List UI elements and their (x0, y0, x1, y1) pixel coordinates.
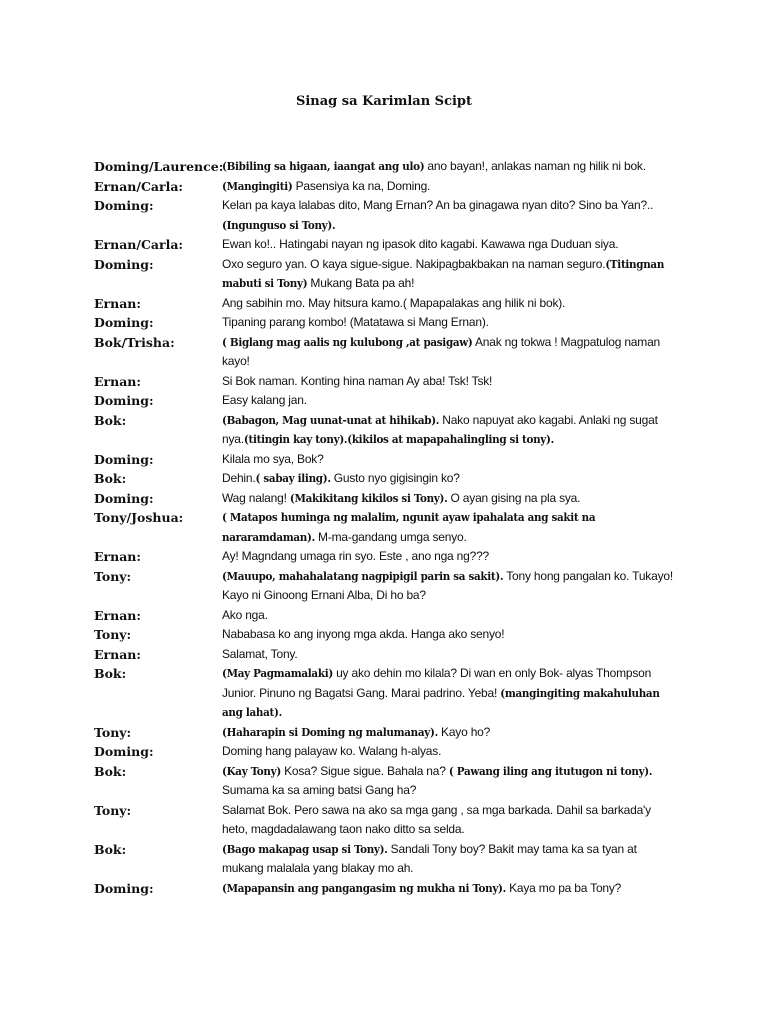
speaker-name: Doming: (94, 198, 154, 213)
speaker-name: Bok: (94, 666, 127, 681)
spoken-line: Kelan pa kaya lalabas dito, Mang Ernan? An ba ginagawa nyan dito? Sino ba Yan?.. (222, 198, 654, 212)
stage-direction: (Titingnan mabuti si Tony) (222, 256, 665, 290)
spoken-line: Mukang Bata pa ah! (307, 276, 415, 290)
stage-direction: (Mauupo, mahahalatang nagpipigil parin sa sakit). (222, 568, 504, 583)
dialogue-text (222, 762, 674, 801)
dialogue-row (0, 157, 768, 177)
spoken-line: Gusto nyo gigisingin ko? (330, 471, 460, 485)
dialogue-row (0, 294, 768, 314)
spoken-line: Si Bok naman. Konting hina naman Ay aba! Tsk! Tsk! (222, 373, 493, 388)
speaker-name: Doming: (94, 744, 154, 759)
stage-direction: (Ingunguso si Tony). (222, 217, 336, 232)
dialogue-text (222, 196, 674, 235)
dialogue-text (222, 372, 674, 392)
speaker-name: Tony: (94, 724, 132, 740)
speaker-name: Tony: (94, 568, 132, 584)
stage-direction: (Kay Tony) (222, 763, 281, 778)
dialogue-row (0, 508, 768, 547)
dialogue-text (222, 450, 674, 470)
dialogue-text (222, 606, 674, 626)
spoken-line: Oxo seguro yan. O kaya sigue-sigue. Nakipagbakbakan na naman seguro. (222, 256, 606, 271)
stage-direction: (titingin kay tony).(kikilos at mapapahalingling si tony). (243, 432, 554, 446)
dialogue-text (222, 508, 674, 547)
speaker-name: Doming: (94, 451, 154, 467)
spoken-line: Kosa? Sigue sigue. Bahala na? (280, 763, 449, 778)
stage-direction: (Babagon, Mag uunat-unat at hihikab). (222, 412, 440, 427)
spoken-line: Kilala mo sya, Bok? (222, 451, 324, 466)
speaker-name: Doming: (94, 490, 154, 506)
spoken-line: Nababasa ko ang inyong mga akda. Hanga ako senyo! (222, 627, 505, 641)
spoken-line: Kayo ho? (437, 724, 491, 739)
spoken-line: Salamat Bok. Pero sawa na ako sa mga gang , sa mga barkada. Dahil sa barkada'y heto, magdadalawang taon nako ditto sa selda. (222, 802, 651, 836)
dialogue-text (222, 313, 674, 333)
stage-direction: (Bago makapag usap si Tony). (222, 841, 388, 856)
spoken-line: Pasensiya ka na, Doming. (292, 178, 431, 193)
dialogue-text (222, 625, 674, 645)
spoken-line: Nako napuyat ako kagabi. Anlaki ng sugat nya. (222, 412, 658, 446)
stage-direction: ( Pawang iling ang itutugon ni tony). (448, 763, 653, 778)
speaker-name: Ernan/Carla: (94, 237, 184, 252)
stage-direction: (Haharapin si Doming ng malumanay). (222, 724, 438, 739)
dialogue-row (0, 391, 768, 411)
dialogue-row (0, 840, 768, 879)
dialogue-row (0, 411, 768, 450)
dialogue-text (222, 157, 674, 177)
dialogue-row (0, 723, 768, 743)
speaker-name: Ernan: (94, 549, 142, 564)
dialogue-text (222, 411, 674, 450)
dialogue-row (0, 177, 768, 197)
speaker-name: Doming: (94, 393, 154, 408)
stage-direction: ( sabay iling). (255, 471, 331, 485)
speaker-name: Bok/Trisha: (94, 334, 175, 350)
spoken-line: Kaya mo pa ba Tony? (505, 880, 622, 895)
spoken-line: uy ako dehin mo kilala? Di wan en only Bok- alyas Thompson Junior. Pinuno ng Bagatsi Gang. Marai padrino. Yeba! (222, 666, 652, 700)
dialogue-text (222, 255, 674, 294)
spoken-line: M-ma-gandang umga senyo. (314, 529, 467, 544)
spoken-line: Easy kalang jan. (222, 393, 307, 407)
speaker-name: Bok: (94, 412, 127, 428)
dialogue-row (0, 372, 768, 392)
dialogue-text (222, 723, 674, 743)
spoken-line: Anak ng tokwa ! Magpatulog naman kayo! (222, 334, 661, 368)
speaker-name: Doming: (94, 880, 154, 896)
dialogue-row (0, 450, 768, 470)
document-title: Sinag sa Karimlan Scipt (295, 94, 473, 109)
stage-direction: (mangingiting makahuluhan ang lahat). (222, 685, 660, 719)
spoken-line: Doming hang palayaw ko. Walang h-alyas. (222, 744, 442, 758)
spoken-line: Tipaning parang kombo! (Matatawa si Mang Ernan). (222, 315, 489, 329)
spoken-line: Tony hong pangalan ko. Tukayo! Kayo ni Ginoong Ernani Alba, Di ho ba? (222, 568, 673, 602)
stage-direction: ( Matapos huminga ng malalim, ngunit ayaw ipahalata ang sakit na nararamdaman). (222, 510, 596, 544)
dialogue-row (0, 742, 768, 762)
stage-direction: ( Biglang mag aalis ng kulubong ,at pasigaw) (222, 334, 473, 349)
script-lines (0, 157, 768, 898)
dialogue-row (0, 567, 768, 606)
stage-direction: (May Pagmamalaki) (222, 666, 333, 680)
dialogue-row (0, 547, 768, 567)
dialogue-text (222, 879, 674, 899)
dialogue-text (222, 333, 674, 372)
speaker-name: Ernan: (94, 295, 142, 311)
dialogue-text (222, 294, 674, 314)
speaker-name: Ernan/Carla: (94, 178, 184, 194)
stage-direction: (Mapapansin ang pangangasim ng mukha ni Tony). (222, 880, 506, 895)
dialogue-text (222, 645, 674, 665)
dialogue-text (222, 567, 674, 606)
spoken-line: Sumama ka sa aming batsi Gang ha? (222, 783, 417, 797)
speaker-name: Bok: (94, 763, 127, 779)
dialogue-text (222, 235, 674, 255)
spoken-line: Wag nalang! (222, 490, 290, 505)
dialogue-row (0, 664, 768, 723)
speaker-name: Ernan: (94, 373, 142, 389)
speaker-name: Ernan: (94, 646, 142, 662)
dialogue-text (222, 391, 674, 411)
speaker-name: Bok: (94, 471, 127, 486)
dialogue-text (222, 801, 674, 840)
dialogue-text (222, 664, 674, 723)
dialogue-row (0, 625, 768, 645)
dialogue-text (222, 489, 674, 509)
dialogue-row (0, 762, 768, 801)
spoken-line: Sandali Tony boy? Bakit may tama ka sa tyan at mukang malalala yang blakay mo ah. (222, 841, 637, 875)
dialogue-row (0, 313, 768, 333)
spoken-line: Ako nga. (222, 607, 268, 622)
dialogue-text (222, 742, 674, 762)
dialogue-row (0, 196, 768, 235)
speaker-name: Tony: (94, 627, 132, 642)
speaker-name: Doming: (94, 256, 154, 272)
dialogue-row (0, 489, 768, 509)
stage-direction: (Bibiling sa higaan, iaangat ang ulo) (222, 159, 425, 173)
dialogue-row (0, 255, 768, 294)
spoken-line: Salamat, Tony. (222, 646, 298, 661)
dialogue-text (222, 840, 674, 879)
speaker-name: Tony: (94, 802, 132, 818)
speaker-name: Doming: (94, 315, 154, 330)
dialogue-row (0, 469, 768, 489)
spoken-line: O ayan gising na pla sya. (447, 490, 581, 505)
spoken-line: ano bayan!, anlakas naman ng hilik ni bok. (424, 159, 646, 173)
dialogue-row (0, 879, 768, 899)
dialogue-row (0, 606, 768, 626)
dialogue-text (222, 547, 674, 567)
dialogue-row (0, 801, 768, 840)
dialogue-row (0, 333, 768, 372)
dialogue-row (0, 235, 768, 255)
stage-direction: (Makikitang kikilos si Tony). (289, 490, 448, 505)
dialogue-text (222, 469, 674, 489)
spoken-line: Ay! Magndang umaga rin syo. Este , ano nga ng??? (222, 549, 490, 563)
speaker-name: Tony/Joshua: (94, 510, 184, 525)
spoken-line: Dehin. (222, 471, 256, 485)
speaker-name: Ernan: (94, 607, 142, 623)
spoken-line: Ang sabihin mo. May hitsura kamo.( Mapapalakas ang hilik ni bok). (222, 295, 566, 310)
dialogue-row (0, 645, 768, 665)
spoken-line: Ewan ko!.. Hatingabi nayan ng ipasok dito kagabi. Kawawa nga Duduan siya. (222, 237, 619, 251)
dialogue-text (222, 177, 674, 197)
speaker-name: Doming/Laurence: (94, 159, 224, 174)
speaker-name: Bok: (94, 841, 127, 857)
stage-direction: (Mangingiti) (222, 178, 293, 193)
